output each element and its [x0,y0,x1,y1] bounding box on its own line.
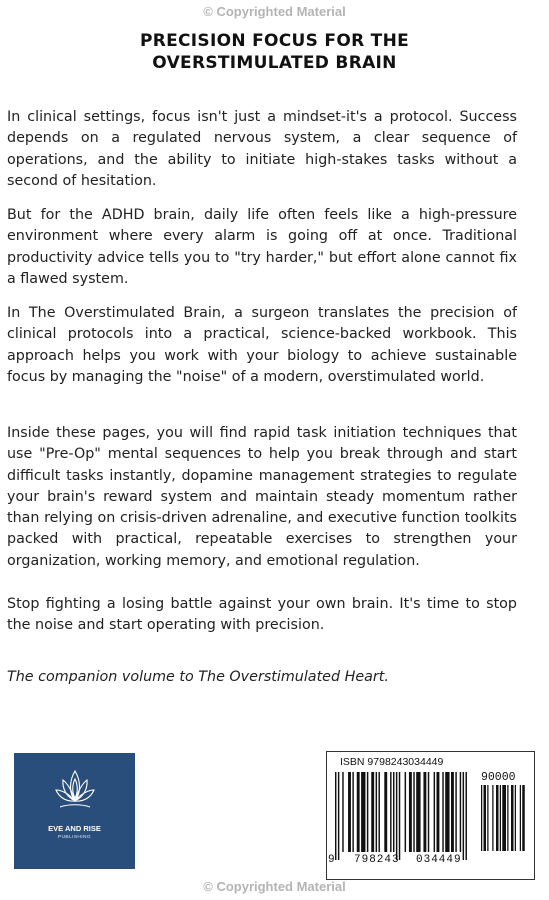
lotus-icon [54,767,96,823]
title-line-1: PRECISION FOCUS FOR THE [139,31,410,51]
price-code: 90000 [481,771,516,784]
isbn-label: ISBN 9798243034449 [340,756,444,768]
barcode-digit-first: 9 [328,854,335,866]
paragraph-adhd: But for the ADHD brain, daily life often feels like a high-pressure environment where every alarm is going off at once. Traditional productivity advice tells you to "try harder," but effort alone cannot fix a flawed system. [7,207,517,287]
title-line-2: OVERSTIMULATED BRAIN [152,53,397,73]
publisher-subtitle: PUBLISHING [57,835,92,840]
paragraph-workbook: In The Overstimulated Brain, a surgeon translates the precision of clinical protocols into a practical, science-backed workbook. This approach helps you work with your biology to achieve sustainable focus by managing the "noise" of a modern, overstimulated world. [7,305,517,385]
watermark-bottom: © Copyrighted Material [203,879,346,894]
paragraph-closing: Stop fighting a losing battle against your own brain. It's time to stop the noise and start operating with precision. [7,596,517,634]
barcode-digits-right: 034449 [416,854,462,866]
page-title [0,30,549,74]
publisher-name: EVE AND RISE [48,824,101,833]
paragraph-inside-pages: Inside these pages, you will find rapid task initiation techniques that use "Pre-Op" mental sequences to help you break through and start difficult tasks instantly, dopamine management strategies to regulate your brain's reward system and maintain steady momentum rather than relying on crisis-driven adrenaline, and executive function toolkits packed with practical, repeatable exercises to strengthen your organization, working memory, and emotional regulation. [7,425,517,569]
companion-note: The companion volume to The Overstimulated Heart. [7,669,389,685]
isbn-barcode [326,751,535,880]
watermark-top: © Copyrighted Material [203,4,346,19]
paragraph-clinical: In clinical settings, focus isn't just a mindset-it's a protocol. Success depends on a regulated nervous system, a clear sequence of operations, and the ability to initiate high-stakes tasks without a second of hesitation. [7,109,517,189]
barcode-digits-left: 798243 [354,854,400,866]
main-barcode-bars [335,772,477,864]
addon-barcode-bars [481,785,528,865]
publisher-logo [14,753,135,869]
